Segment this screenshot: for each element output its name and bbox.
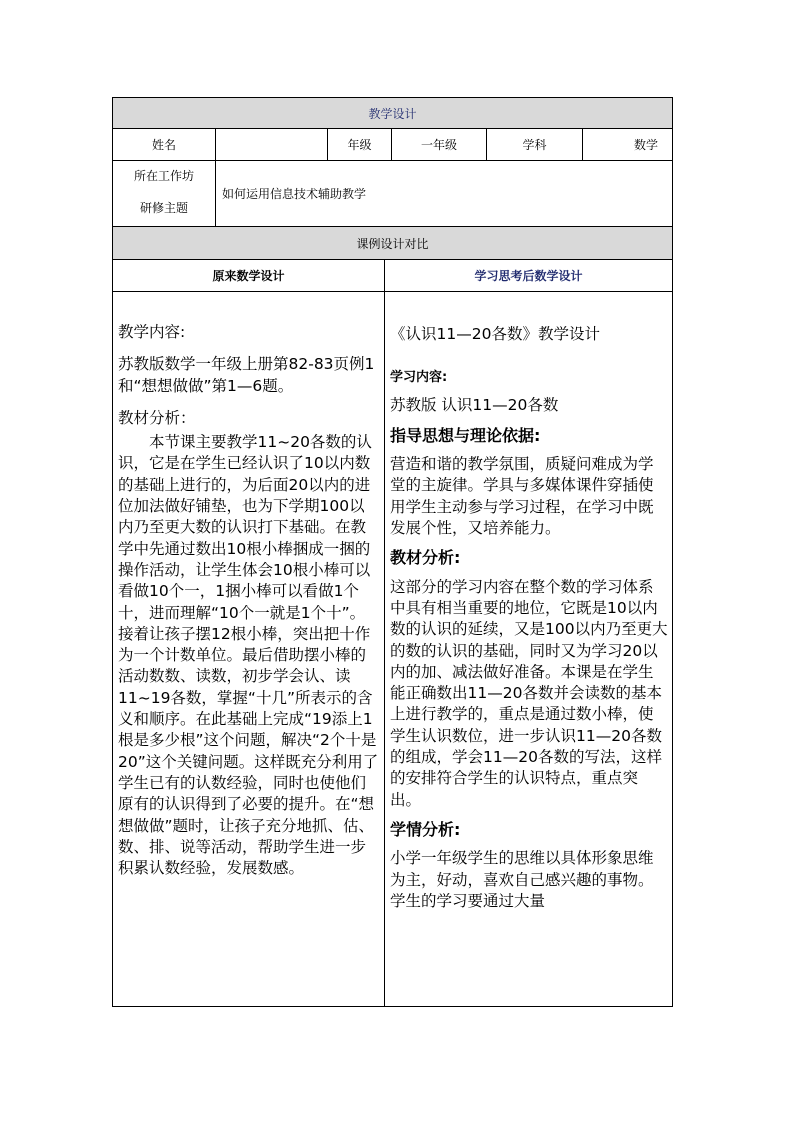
right-column-content	[390, 324, 668, 1004]
name-value	[216, 129, 327, 160]
subject-value: 数学	[633, 138, 658, 152]
topic-value: 如何运用信息技术辅助教学	[222, 187, 367, 201]
left-heading-content: 教学内容:	[118, 323, 186, 341]
right-heading-students: 学情分析:	[390, 819, 461, 839]
right-paragraph-students: 小学一年级学生的思维以具体形象思维为主，好动，喜欢自己感兴趣的事物。学生的学习要通过大量	[390, 849, 654, 910]
name-label: 姓名	[151, 138, 176, 152]
row-divider	[112, 291, 673, 292]
header-title: 教学设计	[368, 106, 417, 121]
compare-title: 课例设计对比	[356, 236, 429, 251]
right-paragraph-theory: 营造和谐的教学氛围，质疑问难成为学堂的主旋律。学具与多媒体课件穿插使用学生主动参与学习过程，在学习中既发展个性，又培养能力。	[390, 455, 654, 538]
topic-label-line1: 所在工作坊	[133, 168, 194, 183]
grade-value: 一年级	[420, 138, 457, 152]
left-column-header: 原来数学设计	[212, 269, 285, 283]
subject-label: 学科	[522, 138, 547, 152]
topic-label-line2: 研修主题	[139, 200, 188, 215]
right-heading-theory: 指导思想与理论依据:	[390, 425, 541, 445]
left-heading-analysis: 教材分析：	[118, 408, 196, 427]
right-column-header: 学习思考后数学设计	[474, 269, 583, 283]
left-paragraph-analysis: 本节课主要教学11~20各数的认识，它是在学生已经认识了10以内数的基础上进行的，为后面20以内的进位加法做好铺垫，也为下学期100以内乃至更大数的认识打下基础。在教学中先通过数出10根小棒捆成一捆的操作活动，让学生体会10根小棒可以看做10个一，1捆小棒可以看做1个十，进而理解“10个一就是1个十”。接着让孩子摆12根小棒，突出把十作为一个计数单位。最后借助摆小棒的活动数数、读数，初步学会认、读11~19各数，掌握“十几”所表示的含义和顺序。在此基础上完成“19添上1根是多少根”这个问题，解决“2个十是20”这个关键问题。这样既充分利用了学生已有的认数经验，同时也使他们原有的认识得到了必要的提升。在“想想做做”题时，让孩子充分地抓、估、数、排、说等活动，帮助学生进一步积累认数经验，发展数感。	[118, 433, 379, 878]
grade-label: 年级	[347, 138, 372, 152]
right-title: 《认识11—20各数》教学设计	[390, 325, 600, 343]
right-heading-analysis: 教材分析:	[390, 548, 461, 568]
left-paragraph-content: 苏教版数学一年级上册第82-83页例1和“想想做做”第1—6题。	[118, 355, 375, 395]
right-paragraph-analysis: 这部分的学习内容在整个数的学习体系中具有相当重要的地位，它既是10以内数的认识的延续，又是100以内乃至更大的数的认识的基础，同时又为学习20以内的加、减法做好准备。本课是在学生能正确数出11—20各数并会读数的基本上进行教学的，重点是通过数小棒，使学生认识数位，进一步认识11—20各数的组成，学会11—20各数的写法，这样的安排符合学生的认识特点，重点突出。	[390, 577, 668, 809]
right-heading-learning: 学习内容:	[390, 370, 448, 386]
row-divider	[112, 226, 673, 227]
left-column-content	[118, 322, 379, 1004]
col-divider	[384, 259, 385, 1007]
right-paragraph-learning: 苏教版 认识11—20各数	[390, 395, 559, 414]
